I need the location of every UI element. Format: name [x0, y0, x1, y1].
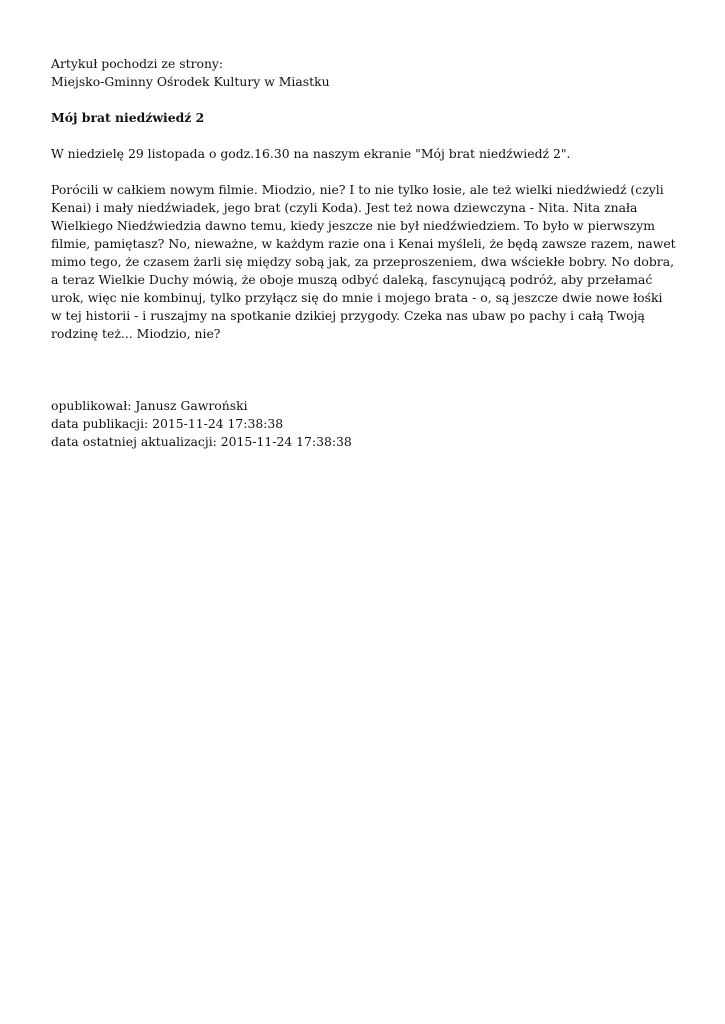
author-line: opublikował: Janusz Gawroński — [51, 398, 248, 413]
article-body: Porócili w całkiem nowym filmie. Miodzio, nie? I to nie tylko łosie, ale też wielki niedźwiedź (czyli Kenai) i mały niedźwiadek, jego brat (czyli Koda). Jest też nowa dziewczyna - Nita. Nita znała Wielkiego Niedźwiedzia dawno temu, kiedy jeszcze nie był niedźwiedziem. To było w pierwszym filmie, pamiętasz? No, nieważne, w każdym razie ona i Kenai myśleli, że będą zawsze razem, nawet mimo tego, że czasem żarli się między sobą jak, za przeproszeniem, dwa wściekłe bobry. No dobra, a teraz Wielkie Duchy mówią, że oboje muszą odbyć daleką, fascynującą podróż, aby przełamać urok, więc nie kombinuj, tylko przyłącz się do mnie i mojego brata - o, są jeszcze dwie nowe łośki w tej historii - i ruszajmy na spotkanie dzikiej przygody. Czeka nas ubaw po pachy i całą Twoją rodzinę też... Miodzio, nie? — [51, 182, 676, 341]
document-page — [51, 55, 676, 451]
published-date: data publikacji: 2015-11-24 17:38:38 — [51, 416, 284, 431]
updated-date: data ostatniej aktualizacji: 2015-11-24 17:38:38 — [51, 434, 352, 449]
article-title: Mój brat niedźwiedź 2 — [51, 110, 205, 125]
source-site: Miejsko-Gminny Ośrodek Kultury w Miastku — [51, 74, 330, 89]
source-label: Artykuł pochodzi ze strony: — [51, 56, 224, 71]
article-lead: W niedzielę 29 listopada o godz.16.30 na naszym ekranie "Mój brat niedźwiedź 2". — [51, 146, 571, 161]
source-info — [51, 55, 676, 91]
publication-meta — [51, 397, 676, 451]
